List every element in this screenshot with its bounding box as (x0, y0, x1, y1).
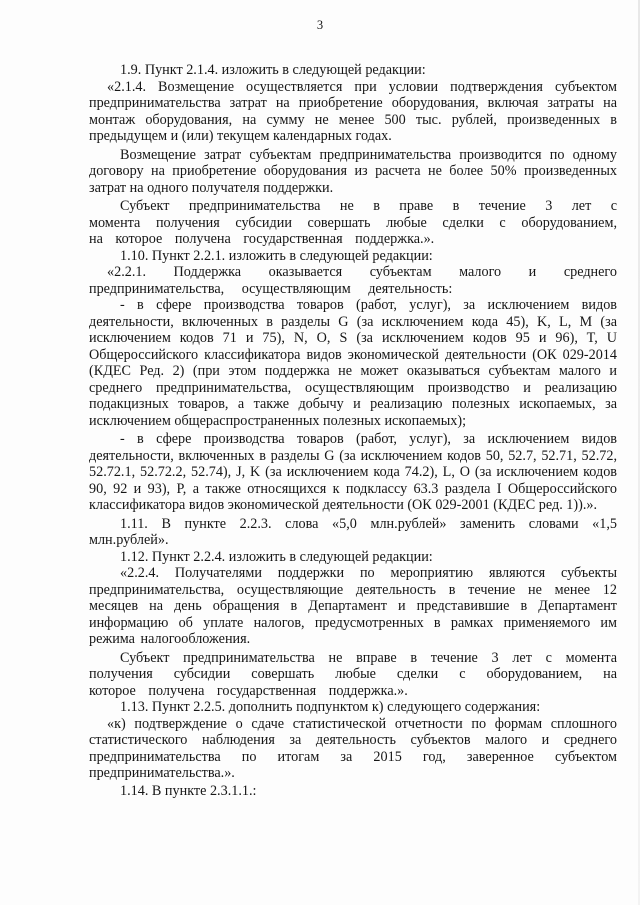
document-body (89, 62, 617, 799)
paragraph-2-1-4-text: «2.1.4. Возмещение осуществляется при условии подтверждения субъектом предпринимательства затрат на приобретение оборудования, включая затраты на монтаж оборудования, на сумму не менее 500 тыс. рублей, произведенных в предыдущем и (или) текущем календарных годах. (89, 78, 617, 144)
paragraph-1-9-heading: 1.9. Пункт 2.1.4. изложить в следующей редакции: (120, 62, 426, 78)
paragraph-production-okved-2014: - в сфере производства товаров (работ, услуг), за исключением видов деятельности, включенных в разделы G (за исключением кода 45), K, L, M (за исключением кодов 71 и 75), N, O, S (за исключением кодов 95 и 96), T, U Общероссийского классификатора видов экономической деятельности (ОК 029-2014 (КДЕС Ред. 2) (при этом поддержка не может оказываться субъектам малого и среднего предпринимательства, осуществляющим производство и реализацию подакцизных товаров, а также добычу и реализацию полезных ископаемых, за исключением общераспространенных полезных ископаемых); (89, 297, 617, 429)
paragraph-1-14-heading: 1.14. В пункте 2.3.1.1.: (120, 782, 257, 799)
paragraph-1-11: 1.11. В пункте 2.2.3. слова «5,0 млн.рублей» заменить словами «1,5 млн.рублей». (89, 515, 617, 548)
paragraph-production-okved-2001: - в сфере производства товаров (работ, услуг), за исключением видов деятельности, включенных в разделы G (за исключением кодов 50, 52.7, 52.71, 52.72, 52.72.1, 52.72.2, 52.74), J, K (за исключением кода 74.2), L, O (за исключением кодов 90, 92 и 93), P, а также относящихся к подклассу 63.3 раздела I Общероссийского классификатора видов экономической деятельности (ОК 029-2001 (КДЕС ред. 1)).». (89, 431, 617, 513)
paragraph-1-13-heading: 1.13. Пункт 2.2.5. дополнить подпунктом к) следующего содержания: (120, 699, 541, 715)
paragraph-reimbursement: Возмещение затрат субъектам предпринимательства производится по одному договору на приобретение оборудования из расчета не более 50% произведенных затрат на одного получателя поддержки. (89, 146, 617, 196)
paragraph-1-10-heading: 1.10. Пункт 2.2.1. изложить в следующей редакции: (120, 247, 433, 264)
paragraph-subitem-k: «к) подтверждение о сдаче статистической отчетности по формам сплошного статистического наблюдения за деятельность субъектов малого и среднего предпринимательства по итогам за 2015 год, заверенное субъектом предпринимательства.». (89, 715, 617, 781)
paragraph-1-12-heading: 1.12. Пункт 2.2.4. изложить в следующей редакции: (120, 548, 433, 565)
paragraph-2-2-1-text: «2.2.1. Поддержка оказывается субъектам малого и среднего предпринимательства, осуществляющим деятельность: (89, 264, 617, 297)
page-number: 3 (316, 18, 324, 32)
paragraph-restriction-1: Субъект предпринимательства не в праве в течение 3 лет с момента получения субсидии совершать любые сделки с оборудованием, на которое получена государственная поддержка.». (89, 198, 617, 247)
paragraph-restriction-2: Субъект предпринимательства не вправе в течение 3 лет с момента получения субсидии совершать любые сделки с оборудованием, на которое получена государственная поддержка.». (89, 649, 617, 699)
paragraph-2-2-4-text: «2.2.4. Получателями поддержки по мероприятию являются субъекты предпринимательства, осуществляющие деятельность в течение не менее 12 месяцев на день обращения в Департамент и представившие в Департамент информацию об уплате налогов, предусмотренных в рамках применяемого им режима налогообложения. (89, 565, 617, 647)
